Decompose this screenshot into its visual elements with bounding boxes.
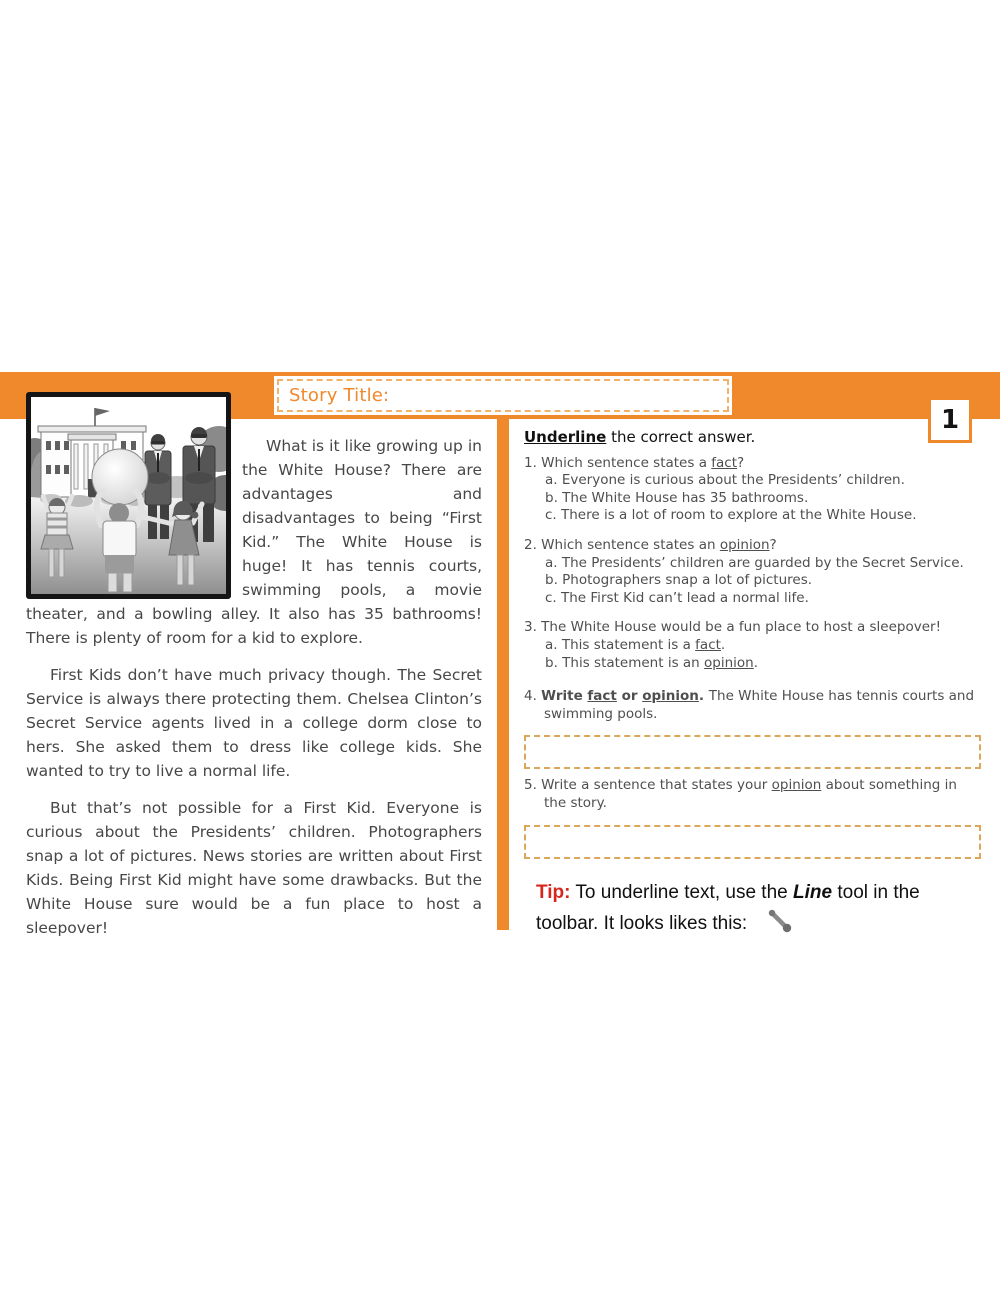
- question-3-prompt: 3. The White House would be a fun place to host a sleepover!: [524, 619, 942, 636]
- instruction: Underline the correct answer.: [524, 428, 756, 446]
- story-paragraph-1: What is it like growing up in the White House? There are advantages and disadvantages to being “First Kid.” The White House is huge! It has tennis courts, swimming pools, a movie theater, and a bowling alley. It also has 35 bathrooms! There is plenty of room for a kid to explore.: [26, 437, 482, 647]
- page-number: 1: [940, 405, 960, 435]
- questions-column: [524, 429, 981, 937]
- question-2-option-c: c. The First Kid can’t lead a normal life.: [545, 589, 809, 606]
- tip: [536, 879, 968, 937]
- story-title-field[interactable]: [277, 379, 729, 412]
- question-1: [524, 455, 981, 525]
- question-4-prompt: 4. Write fact or opinion. The White House has tennis courts and swimming pools.: [524, 688, 975, 722]
- answer-box-q4[interactable]: [524, 735, 981, 769]
- line-tool-icon: [765, 906, 795, 936]
- question-1-option-a: a. Everyone is curious about the Presidents’ children.: [545, 472, 905, 489]
- question-2-option-b: b. Photographers snap a lot of pictures.: [545, 572, 813, 589]
- question-1-prompt: 1. Which sentence states a fact?: [524, 454, 745, 471]
- image-text-wrap-spacer: [26, 434, 242, 602]
- story-paragraph-2: First Kids don’t have much privacy though. The Secret Service is always there protecting them. Chelsea Clinton’s Secret Service agents lived in a college dorm close to hers. She asked them to dress like college kids. She wanted to try to live a normal life.: [26, 666, 482, 780]
- question-3-option-a: a. This statement is a fact.: [545, 636, 726, 653]
- question-3: [524, 619, 981, 672]
- question-5-prompt: 5. Write a sentence that states your opinion about something in the story.: [524, 777, 957, 811]
- story-paragraph-3: But that’s not possible for a First Kid. Everyone is curious about the Presidents’ children. Photographers snap a lot of pictures. News stories are written about First Kids. Being First Kid might have some drawbacks. But the White House sure would be a fun place to host a sleepover!: [26, 799, 482, 937]
- question-1-option-c: c. There is a lot of room to explore at the White House.: [545, 507, 917, 524]
- question-2-option-a: a. The Presidents’ children are guarded by the Secret Service.: [545, 554, 964, 571]
- question-3-option-b: b. This statement is an opinion.: [545, 654, 759, 671]
- question-4: [524, 688, 981, 723]
- question-1-option-b: b. The White House has 35 bathrooms.: [545, 489, 809, 506]
- story-text-column: [26, 434, 482, 953]
- question-5: [524, 777, 981, 812]
- tip-text: Tip: To underline text, use the Line tool in the toolbar. It looks likes this:: [536, 881, 920, 934]
- story-title-label: Story Title:: [289, 385, 390, 406]
- question-2-prompt: 2. Which sentence states an opinion?: [524, 536, 777, 553]
- answer-box-q5[interactable]: [524, 825, 981, 859]
- column-divider: [497, 419, 509, 930]
- question-2: [524, 537, 981, 607]
